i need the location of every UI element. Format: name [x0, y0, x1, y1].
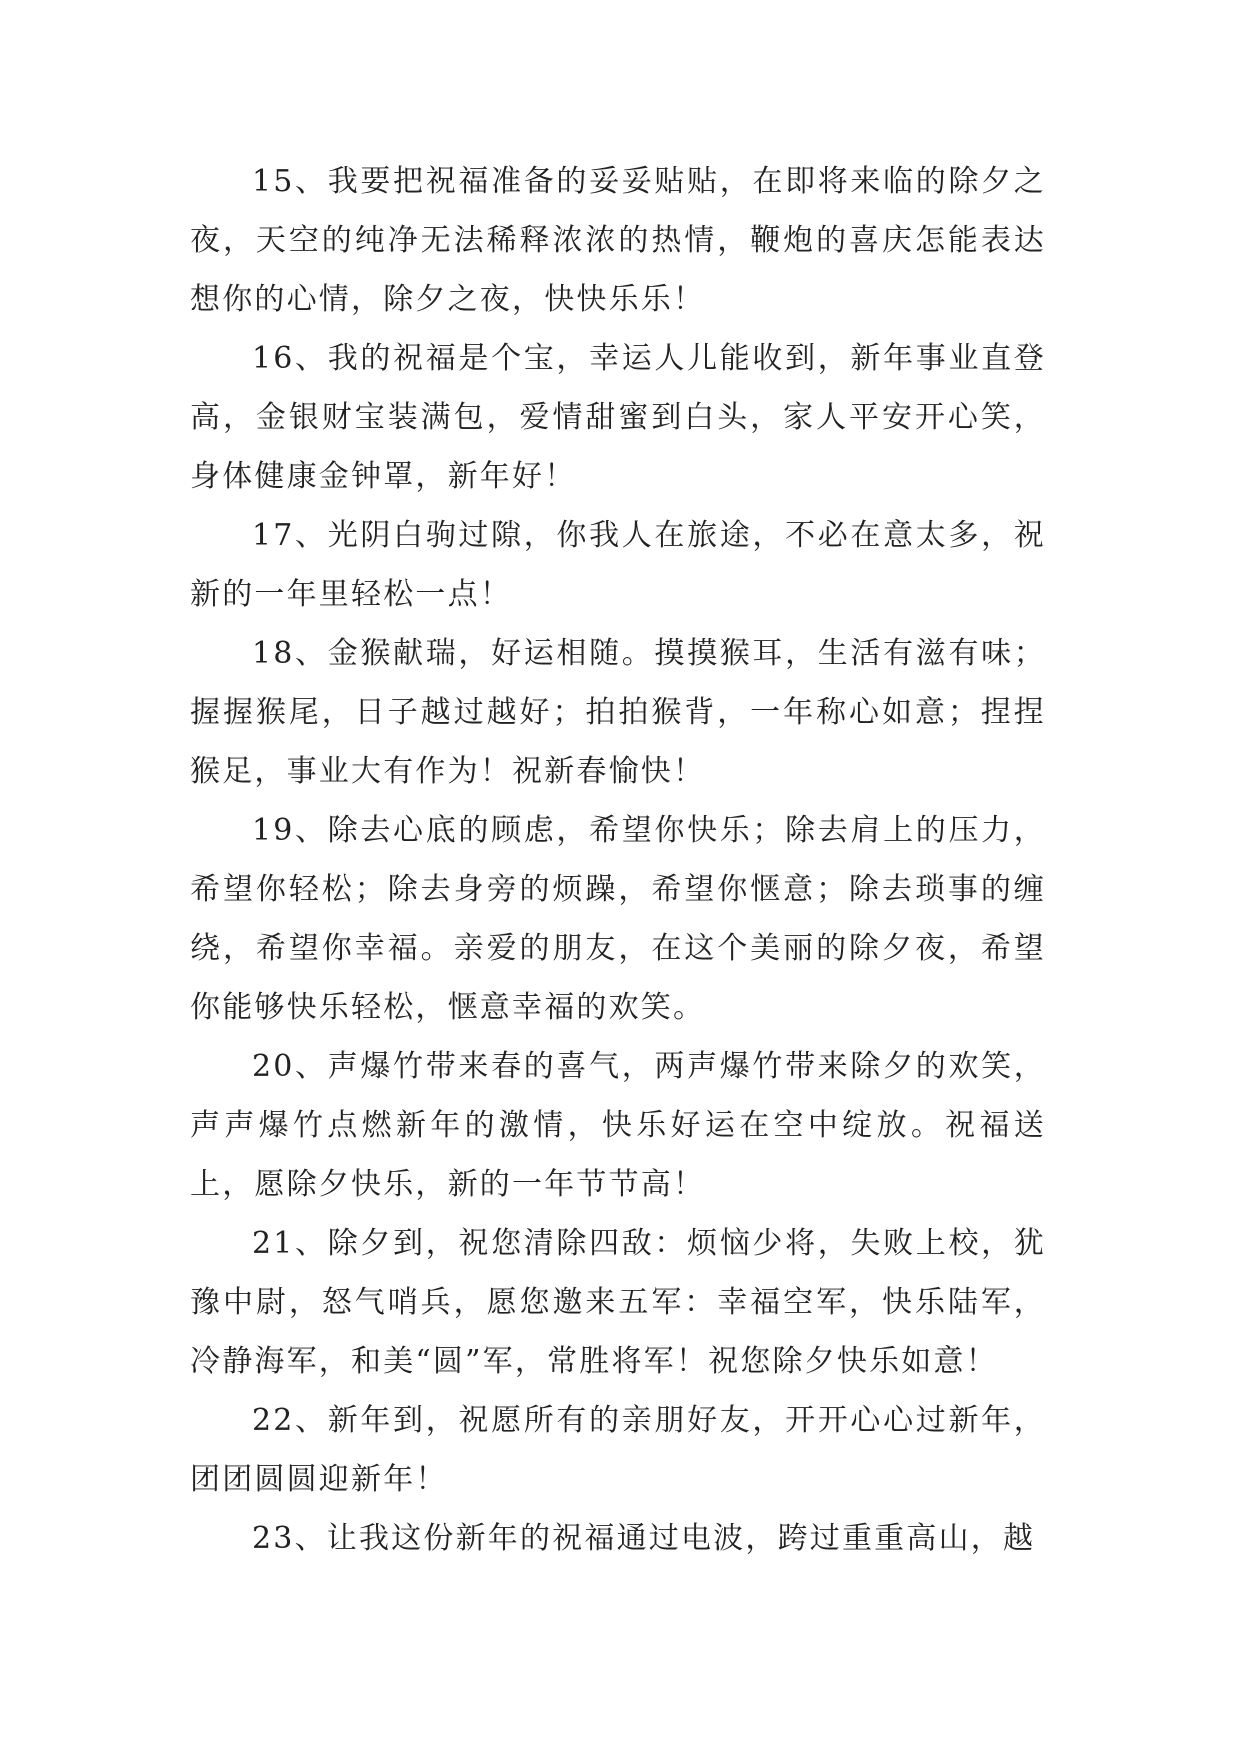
paragraph-19: 19、除去心底的顾虑，希望你快乐；除去肩上的压力，希望你轻松；除去身旁的烦躁，希望你惬意；除去琐事的缠绕，希望你幸福。亲爱的朋友，在这个美丽的除夕夜，希望你能够快乐轻松，惬意幸福的欢笑。 — [190, 813, 1046, 1025]
paragraph-18: 18、金猴献瑞，好运相随。摸摸猴耳，生活有滋有味；握握猴尾，日子越过越好；拍拍猴背，一年称心如意；捏捏猴足，事业大有作为！祝新春愉快！ — [190, 636, 1046, 789]
paragraph-16: 16、我的祝福是个宝，幸运人儿能收到，新年事业直登高，金银财宝装满包，爱情甜蜜到白头，家人平安开心笑，身体健康金钟罩，新年好！ — [190, 341, 1046, 494]
paragraph-22: 22、新年到，祝愿所有的亲朋好友，开开心心过新年，团团圆圆迎新年！ — [190, 1403, 1046, 1497]
paragraph-20: 20、声爆竹带来春的喜气，两声爆竹带来除夕的欢笑，声声爆竹点燃新年的激情，快乐好运在空中绽放。祝福送上，愿除夕快乐，新的一年节节高！ — [190, 1049, 1046, 1202]
paragraph-21: 21、除夕到，祝您清除四敌：烦恼少将，失败上校，犹豫中尉，怒气哨兵，愿您邀来五军：幸福空军，快乐陆军，冷静海军，和美“圆”军，常胜将军！祝您除夕快乐如意！ — [190, 1226, 1046, 1379]
document-body — [190, 152, 1046, 1568]
paragraph-17: 17、光阴白驹过隙，你我人在旅途，不必在意太多，祝新的一年里轻松一点！ — [190, 518, 1046, 612]
paragraph-15: 15、我要把祝福准备的妥妥贴贴，在即将来临的除夕之夜，天空的纯净无法稀释浓浓的热情，鞭炮的喜庆怎能表达想你的心情，除夕之夜，快快乐乐！ — [190, 164, 1046, 317]
paragraph-23: 23、让我这份新年的祝福通过电波，跨过重重高山，越 — [252, 1521, 1036, 1556]
